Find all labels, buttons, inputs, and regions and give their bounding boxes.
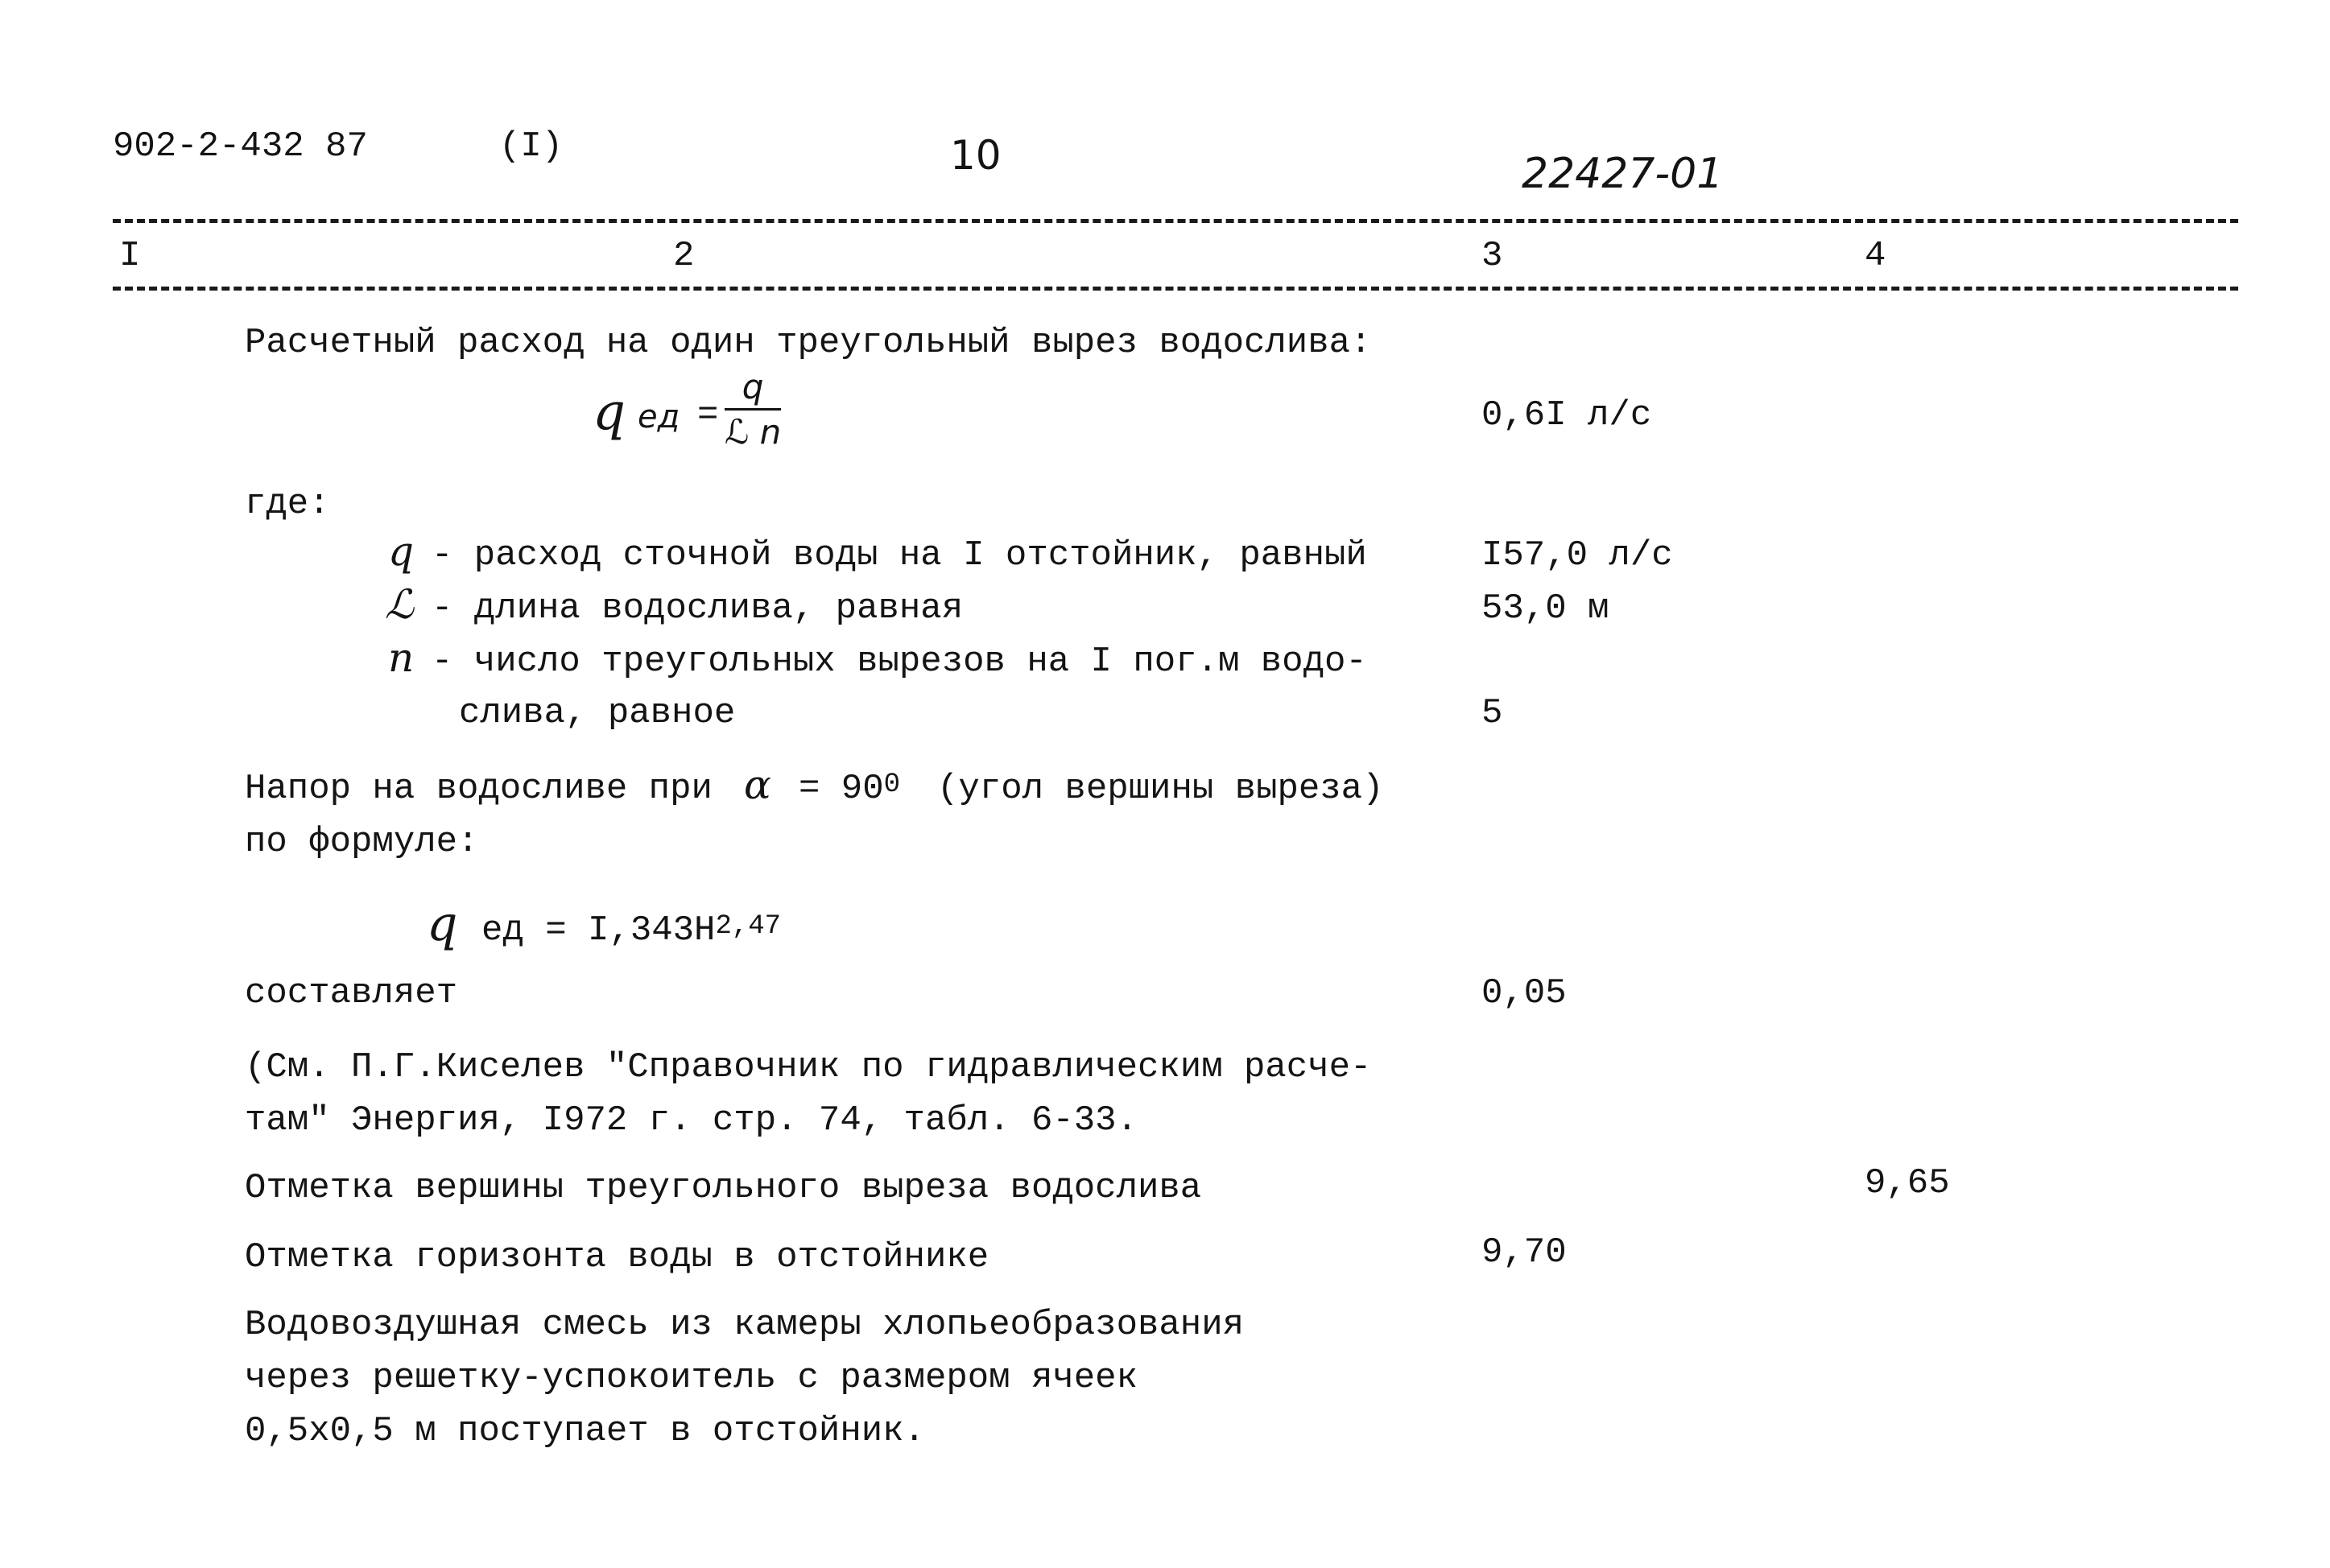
formula-numerator: q [725, 367, 781, 411]
header-rule-bottom [113, 287, 2238, 291]
column-header-3: 3 [1481, 236, 1503, 276]
formula2-text: ед = $I,343Н^{2,47}$ [481, 910, 782, 951]
def-l-symbol: ℒ [385, 581, 415, 628]
mark-vertex-value: 9,65 [1865, 1163, 1950, 1203]
head-line-2: по формуле: [245, 822, 479, 862]
formula-q-subscript: ед [638, 398, 680, 435]
reference-line-1: (См. П.Г.Киселев "Справочник по гидравлическим расче- [245, 1047, 1372, 1087]
formula2-q-symbol: q [427, 896, 458, 952]
reference-line-2: там" Энергия, I972 г. стр. 74, табл. 6-33. [245, 1100, 1138, 1141]
column-header-2: 2 [673, 236, 695, 276]
def-n-text: - число треугольных вырезов на I пог.м водо- [432, 642, 1367, 682]
mark-vertex-label: Отметка вершины треугольного выреза водослива [245, 1168, 1202, 1208]
document-code: 902-2-432 87 [113, 126, 368, 167]
document-part: (I) [499, 126, 564, 167]
mark-water-label: Отметка горизонта воды в отстойнике [245, 1237, 989, 1277]
head-angle: = $90^0$ [799, 769, 901, 809]
sheet-code: 22427-01 [1522, 150, 1724, 198]
column-header-4: 4 [1865, 236, 1886, 276]
def-q-value: I57,0 л/с [1481, 535, 1673, 576]
formula-denominator: ℒ n [725, 412, 782, 452]
section-title-unit-flow: Расчетный расход на один треугольный вырез водослива: [245, 323, 1372, 363]
def-q-symbol: q [388, 528, 415, 575]
formula-equals: = [697, 395, 719, 435]
formula-q-symbol: q [593, 382, 626, 442]
formula-fraction [725, 367, 781, 452]
def-n-value: 5 [1481, 693, 1503, 733]
closing-line-3: 0,5х0,5 м поступает в отстойник. [245, 1411, 925, 1451]
def-n-continuation: слива, равное [459, 693, 736, 733]
page-number: 10 [950, 132, 1002, 179]
def-l-text: - длина водослива, равная [432, 588, 964, 629]
head-line-part1: Напор на водосливе при [245, 769, 713, 809]
unit-flow-value: 0,6I л/с [1481, 395, 1652, 435]
column-header-1: I [119, 236, 141, 276]
closing-line-2: через решетку-успокоитель с размером ячеек [245, 1358, 1138, 1398]
closing-line-1: Водовоздушная смесь из камеры хлопьеобразования [245, 1305, 1245, 1345]
mark-water-value: 9,70 [1481, 1232, 1567, 1273]
def-n-symbol: n [388, 634, 415, 681]
result-label: составляет [245, 973, 458, 1013]
header-rule-top [113, 219, 2238, 223]
def-l-value: 53,0 м [1481, 588, 1609, 629]
alpha-symbol: α [744, 761, 771, 808]
where-label: где: [245, 484, 330, 524]
def-q-text: - расход сточной воды на I отстойник, равный [432, 535, 1367, 576]
head-line-part2: (угол вершины выреза) [937, 769, 1384, 809]
result-value: 0,05 [1481, 973, 1567, 1013]
